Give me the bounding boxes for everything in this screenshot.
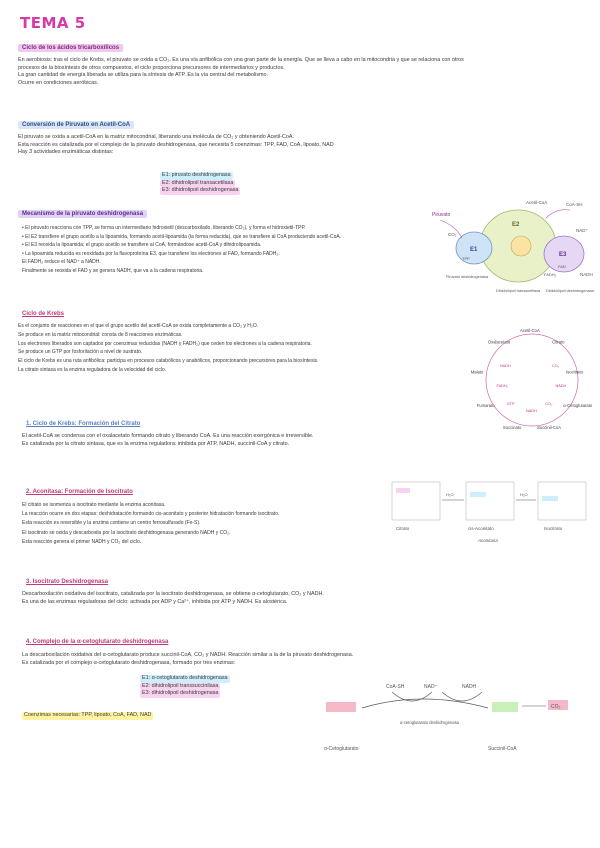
text-line: Es el conjunto de reacciones en el que el grupo acetilo del acetil-CoA se oxida completamente a CO₂ y H₂O. (18, 323, 259, 329)
cycle-node: Citrato (552, 339, 565, 345)
akg-top-nad: NAD⁺ (424, 684, 438, 690)
cycle-product: NADH (526, 409, 537, 413)
enzyme-list-pdh (160, 172, 240, 195)
section-heading-isocitrate-dh: 3. Isocitrato Deshidrogenasa (26, 579, 109, 585)
pdh-caption-e3: Dihidrolipoil deshidrogenasa (546, 289, 594, 293)
pdh-complex-figure (426, 196, 596, 300)
text-line: Ocurre en condiciones aeróbicas. (18, 79, 99, 86)
akg-top-coash: CoA-SH (386, 684, 405, 690)
aconitase-label-isocitrate: Isocitrato (544, 526, 563, 531)
text-line: El FADH₂ reduce el NAD⁺ a NADH. (22, 259, 101, 266)
aconitase-label-h2o: H₂O (520, 492, 528, 497)
text-line: • El E2 transfiere el grupo acetilo a la lipoamida, formando acetil-lipoamida (la forma reducida), que se transfiere al CoA produciendo acetil-CoA. (22, 233, 342, 240)
text-line: El ciclo de Krebs es una ruta anfibólica: participa en procesos catabólicos y anabólicos, proporcionando precursores para la biosíntesis. (18, 358, 319, 365)
text-line: Los electrones liberados son captados por coenzimas reducidas (NADH y FADH₂) que ceden los electrones a la cadena respiratoria. (18, 340, 312, 347)
enzyme-e3: E3: dihidrolipoil deshidrogenasa (162, 187, 239, 194)
cycle-node: Succinil-CoA (537, 424, 562, 430)
text-line: El acetil-CoA se condensa con el oxalacetato formando citrato y liberando CoA. Es una reacción exergónica e irreversible. (22, 433, 314, 439)
cycle-product: NADH (500, 364, 511, 368)
aconitase-label-cis: cis-Aconitato (468, 526, 494, 531)
section-body-krebs (18, 322, 468, 375)
enzyme-e2: E2: dihidrolipoil transsuccinilasa (142, 682, 219, 689)
page-title: TEMA 5 (20, 14, 86, 32)
pdh-label-fad: FAD (558, 264, 566, 269)
cofactor-arrow (442, 692, 482, 701)
cycle-node: Succinato (502, 424, 522, 430)
section-body-akg-dh (22, 652, 582, 667)
text-line: • La lipoamida reducida es reoxidada por la flavoproteína E3, que transfiere los electrones al FAD, formando FADH₂. (22, 250, 280, 257)
text-line: Es una de las enzimas reguladoras del ciclo: activada por ADP y Ca²⁺, inhibida por ATP y NADH. Es alostérica. (22, 598, 288, 605)
text-line: El isocitrato se oxida y descarboxila por la isocitrato deshidrogenasa generando NADH y CO₂. (22, 529, 231, 536)
text-line: Es catalizada por la citrato sintasa, que es la enzima reguladora: inhibida por ATP, NADH, succinil-CoA y citrato. (22, 440, 290, 447)
section-body-isocitrate-dh (22, 591, 582, 606)
coenzymes-note (22, 712, 153, 720)
highlight (470, 492, 486, 497)
cycle-node: α-Cetoglutarato (563, 403, 593, 408)
text-line: Esta reacción es catalizada por el complejo de la piruvato deshidrogenasa, que necesita 5 coenzimas: TPP, FAD, CoA, lipoato, NAD (18, 141, 334, 148)
cis-aconitate-structure (466, 482, 514, 520)
cycle-product: GTP (506, 401, 515, 406)
text-line: La reacción ocurre en dos etapas: deshidratación formando cis-aconitato y posterior hidratación formando isocitrato. (22, 511, 280, 518)
pdh-caption-e1: Piruvato deshidrogenasa (446, 275, 489, 279)
enzyme-e1: E1: piruvato deshidrogenasa (162, 172, 231, 178)
cycle-node: Fumarato (476, 403, 495, 408)
akg-right-label: Succinil-CoA (488, 746, 517, 752)
section-heading-mechanism: Mecanismo de la piruvato deshidrogenasa (18, 210, 147, 218)
text-line: Hay 3 actividades enzimáticas distintas: (18, 149, 114, 156)
lipoyl-arm (511, 236, 531, 256)
cycle-product: CO₂ (545, 401, 553, 406)
pdh-label-e3: E3 (559, 252, 567, 258)
pdh-label-fadh2: FADH₂ (544, 272, 557, 277)
enzyme-e3: E3: dihidrolipoil deshidrogenasa (142, 690, 219, 697)
akg-left-label: α-Cetoglutarato (324, 746, 359, 752)
cycle-node: Acetil-CoA (520, 328, 540, 333)
text-line: procesos de la biosíntesis de otros compuestos, el ciclo proporciona precursores de intermediarios y productos. (18, 64, 285, 71)
text-line: En aerobiosis: tras el ciclo de Krebs, el piruvato se oxida a CO₂. Es una vía anfibólica con una gran parte de la energía. Que se lleva a cabo en la mitocondria y que se relaciona con otros (18, 57, 464, 63)
text-line: • El E3 reoxida la lipoamida; el grupo acetilo se transfiere al CoA, formándose acetil-CoA y dihidrolipoamida. (22, 242, 262, 249)
text-line: Esta reacción genera el primer NADH y CO₂ del ciclo. (22, 538, 142, 545)
akg-co2: CO₂ (551, 704, 561, 710)
pdh-caption-e2: Dihidrolipoil transacetilasa (496, 289, 541, 293)
text-line: Se produce en la matriz mitocondrial: consta de 8 reacciones enzimáticas. (18, 331, 183, 338)
section-body-ciclo (18, 57, 588, 87)
text-line: La citrato sintasa es la enzima reguladora de la velocidad del ciclo. (18, 366, 167, 373)
cycle-node: Oxalacetato (487, 339, 511, 345)
highlight (542, 496, 558, 501)
akg-top-nadh: NADH (462, 684, 477, 690)
text-line: El piruvato se oxida a acetil-CoA en la matriz mitocondrial, liberando una molécula de CO₂ y obteniendo Acetil-CoA. (18, 134, 294, 140)
cycle-product: NADH (555, 384, 567, 389)
akg-highlight (326, 702, 356, 712)
aconitase-figure (388, 478, 592, 548)
text-line: Es catalizada por el complejo α-cetoglutarato deshidrogenasa, formado por tres enzimas: (22, 659, 236, 666)
krebs-cycle-figure (466, 302, 598, 452)
text-line: El citrato se isomeriza a isocitrato mediante la enzima aconitasa. (22, 502, 166, 508)
cycle-node: Malato (470, 369, 484, 375)
pdh-label-pyruvate: Piruvato (432, 212, 451, 218)
succinyl-highlight (492, 702, 518, 712)
pdh-label-tpp: TPP (462, 256, 470, 261)
text-line: Descarboxilación oxidativa del isocitrato, catalizada por la isocitrato deshidrogenasa, se obtiene α-cetoglutarato, CO₂ y NADH. (22, 591, 324, 597)
coenzymes-highlight: Coenzimas necesarias: TPP, lipoato, CoA, FAD, NAD (24, 712, 152, 718)
cycle-product: CO₂ (551, 364, 560, 368)
text-line: Esta reacción es reversible y la enzima contiene un centro ferrosulfurado (Fe-S). (22, 520, 201, 527)
pdh-arrow (546, 210, 570, 218)
pdh-label-e1: E1 (470, 247, 478, 253)
section-heading-akg-dh: 4. Complejo de la α-cetoglutarato deshidrogenasa (26, 639, 169, 645)
section-body-citrate (22, 433, 582, 448)
pdh-label-nad: NAD⁺ (576, 228, 588, 233)
text-line: • El piruvato reacciona con TPP, se forma un intermediario hidroxietil (descarboxilado, liberando CO₂), y forma el hidroxietil-TPP. (22, 225, 306, 231)
enzyme-list-akg (140, 675, 230, 698)
citrate-structure (392, 482, 440, 520)
section-heading-citrate: 1. Ciclo de Krebs: Formación del Citrato (26, 421, 141, 427)
cycle-product: FADH₂ (496, 384, 509, 389)
enzyme-e2: E2: dihidrolipoil transacetilasa (162, 179, 234, 186)
pdh-label-nadh: NADH (580, 272, 593, 277)
akg-dh-figure (322, 680, 572, 760)
reaction-arrow (362, 699, 488, 708)
aconitase-label-citrate: Citrato (396, 526, 410, 531)
section-heading-aconitase: 2. Aconitasa: Formación de Isocitrato (26, 489, 133, 495)
enzyme-e1: E1: α-cetoglutarato deshidrogenasa (142, 675, 228, 681)
pdh-label-acetylcoa: Acetil-CoA (526, 200, 548, 205)
highlight (396, 488, 410, 493)
aconitase-label-h2o: H₂O (446, 492, 454, 497)
section-body-mechanism (22, 224, 422, 276)
pdh-label-e2: E2 (512, 222, 520, 228)
akg-enzyme: α-cetoglutarato deshidrogenasa (400, 720, 459, 725)
text-line: La gran cantidad de energía liberada se utiliza para la síntesis de ATP. Es la vía central del metabolismo. (18, 72, 269, 79)
section-heading-ciclo: Ciclo de los ácidos tricarboxílicos (18, 44, 123, 52)
text-line: Finalmente se reoxida el FAD y se genera NADH, que va a la cadena respiratoria. (22, 267, 204, 274)
text-line: La descarboxilación oxidativa del α-cetoglutarato produce succinil-CoA, CO₂ y NADH. Reacción similar a la de la piruvato deshidrogenasa. (22, 652, 354, 658)
section-heading-conversion: Conversión de Piruvato en Acetil-CoA (18, 121, 134, 129)
cycle-node: Isocitrato (566, 369, 583, 375)
pdh-label-coash: CoA-SH (566, 202, 583, 207)
aconitase-caption: Aconitasa (478, 538, 498, 543)
section-heading-krebs: Ciclo de Krebs (22, 311, 65, 317)
pdh-label-co2: CO₂ (448, 232, 457, 237)
section-body-conversion (18, 134, 588, 157)
text-line: Se produce un GTP por fosforilación a nivel de sustrato. (18, 349, 143, 356)
section-body-aconitase (22, 501, 382, 547)
